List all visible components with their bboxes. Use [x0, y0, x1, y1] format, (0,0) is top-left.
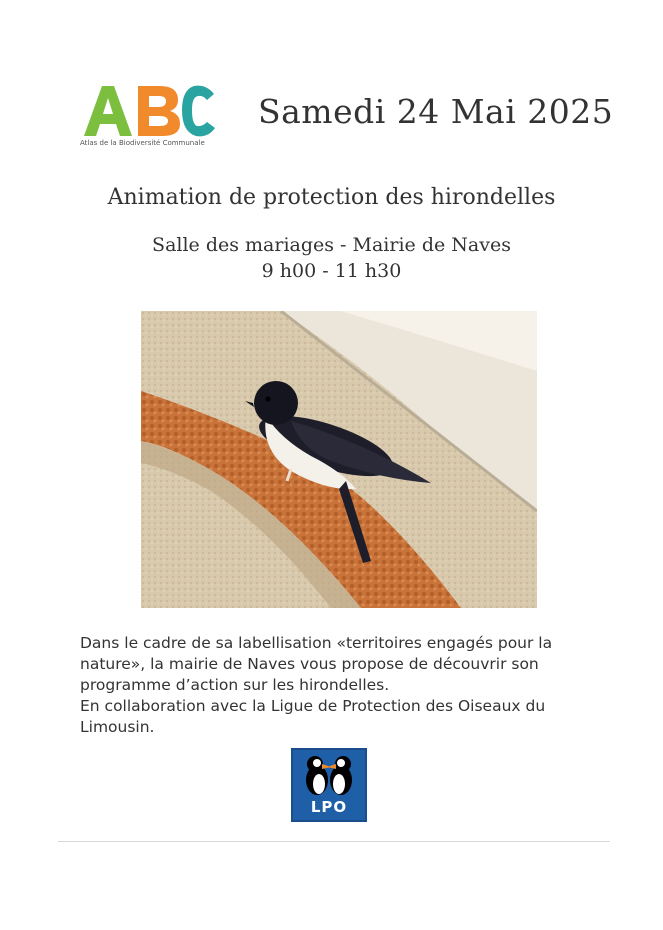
lpo-logo [291, 748, 367, 822]
swallow-photo [141, 311, 537, 608]
lpo-label: LPO [310, 798, 348, 816]
event-venue: Salle des mariages - Mairie de Naves [152, 234, 511, 256]
description [80, 633, 600, 738]
footer-divider [58, 841, 610, 842]
abc-logo [80, 80, 220, 148]
event-title: Animation de protection des hirondelles [107, 185, 556, 210]
event-venue-block [0, 232, 663, 284]
event-time: 9 h00 - 11 h30 [261, 260, 402, 282]
event-date: Samedi 24 Mai 2025 [258, 92, 614, 131]
description-paragraph-1: Dans le cadre de sa labellisation «territoires engagés pour la nature», la mairie de Naves vous propose de découvrir son programme d’action sur les hirondelles. [80, 634, 553, 694]
abc-caption: Atlas de la Biodiversité Communale [80, 139, 205, 147]
description-paragraph-2: En collaboration avec la Ligue de Protection des Oiseaux du Limousin. [80, 697, 546, 736]
